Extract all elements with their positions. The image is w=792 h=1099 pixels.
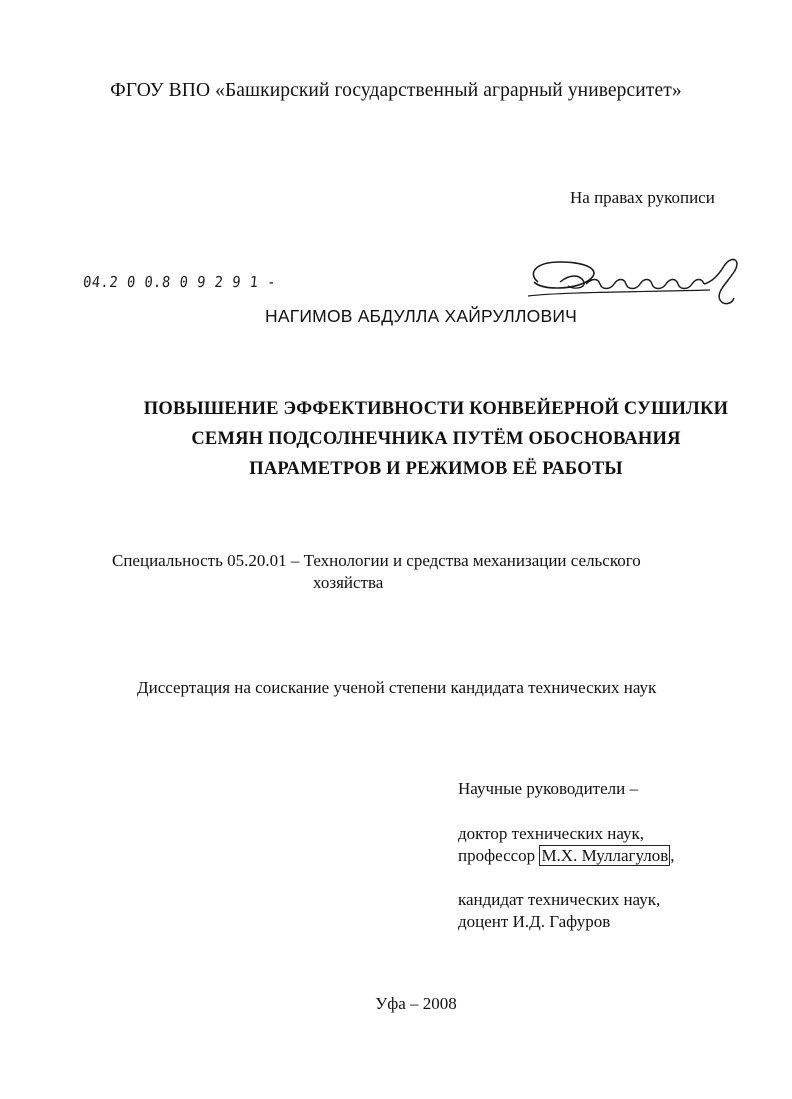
specialty-line-1: Специальность 05.20.01 – Технологии и средства механизации сельского	[112, 551, 641, 570]
dissertation-title	[0, 394, 792, 484]
author-signature	[520, 252, 750, 310]
supervisors-heading: Научные руководители –	[458, 779, 638, 798]
city-year: Уфа – 2008	[375, 994, 457, 1013]
supervisor-1-title: профессор	[458, 846, 536, 865]
author-name: НАГИМОВ АБДУЛЛА ХАЙРУЛЛОВИЧ	[265, 306, 577, 326]
supervisor-2-name: доцент И.Д. Гафуров	[458, 912, 611, 931]
specialty-line-2: хозяйства	[313, 573, 384, 592]
supervisor-1-name-line	[458, 846, 675, 866]
title-line: ПОВЫШЕНИЕ ЭФФЕКТИВНОСТИ КОНВЕЙЕРНОЙ СУШИЛКИ	[143, 399, 729, 419]
supervisor-2-degree: кандидат технических наук,	[458, 890, 661, 909]
dissertation-degree-note: Диссертация на соискание ученой степени кандидата технических наук	[137, 678, 657, 697]
manuscript-rights-note: На правах рукописи	[570, 188, 715, 207]
title-line: СЕМЯН ПОДСОЛНЕЧНИКА ПУТЁМ ОБОСНОВАНИЯ	[191, 429, 681, 449]
supervisor-1-comma: ,	[670, 846, 675, 865]
institution-header: ФГОУ ВПО «Башкирский государственный аграрный университет»	[110, 80, 682, 101]
supervisor-1-name: М.Х. Муллагулов	[541, 846, 669, 865]
supervisor-1-degree: доктор технических наук,	[458, 824, 645, 843]
registration-stamp: 04.2 0 0.8 0 9 2 9 1 -	[82, 273, 277, 291]
title-line: ПАРАМЕТРОВ И РЕЖИМОВ ЕЁ РАБОТЫ	[249, 459, 623, 479]
